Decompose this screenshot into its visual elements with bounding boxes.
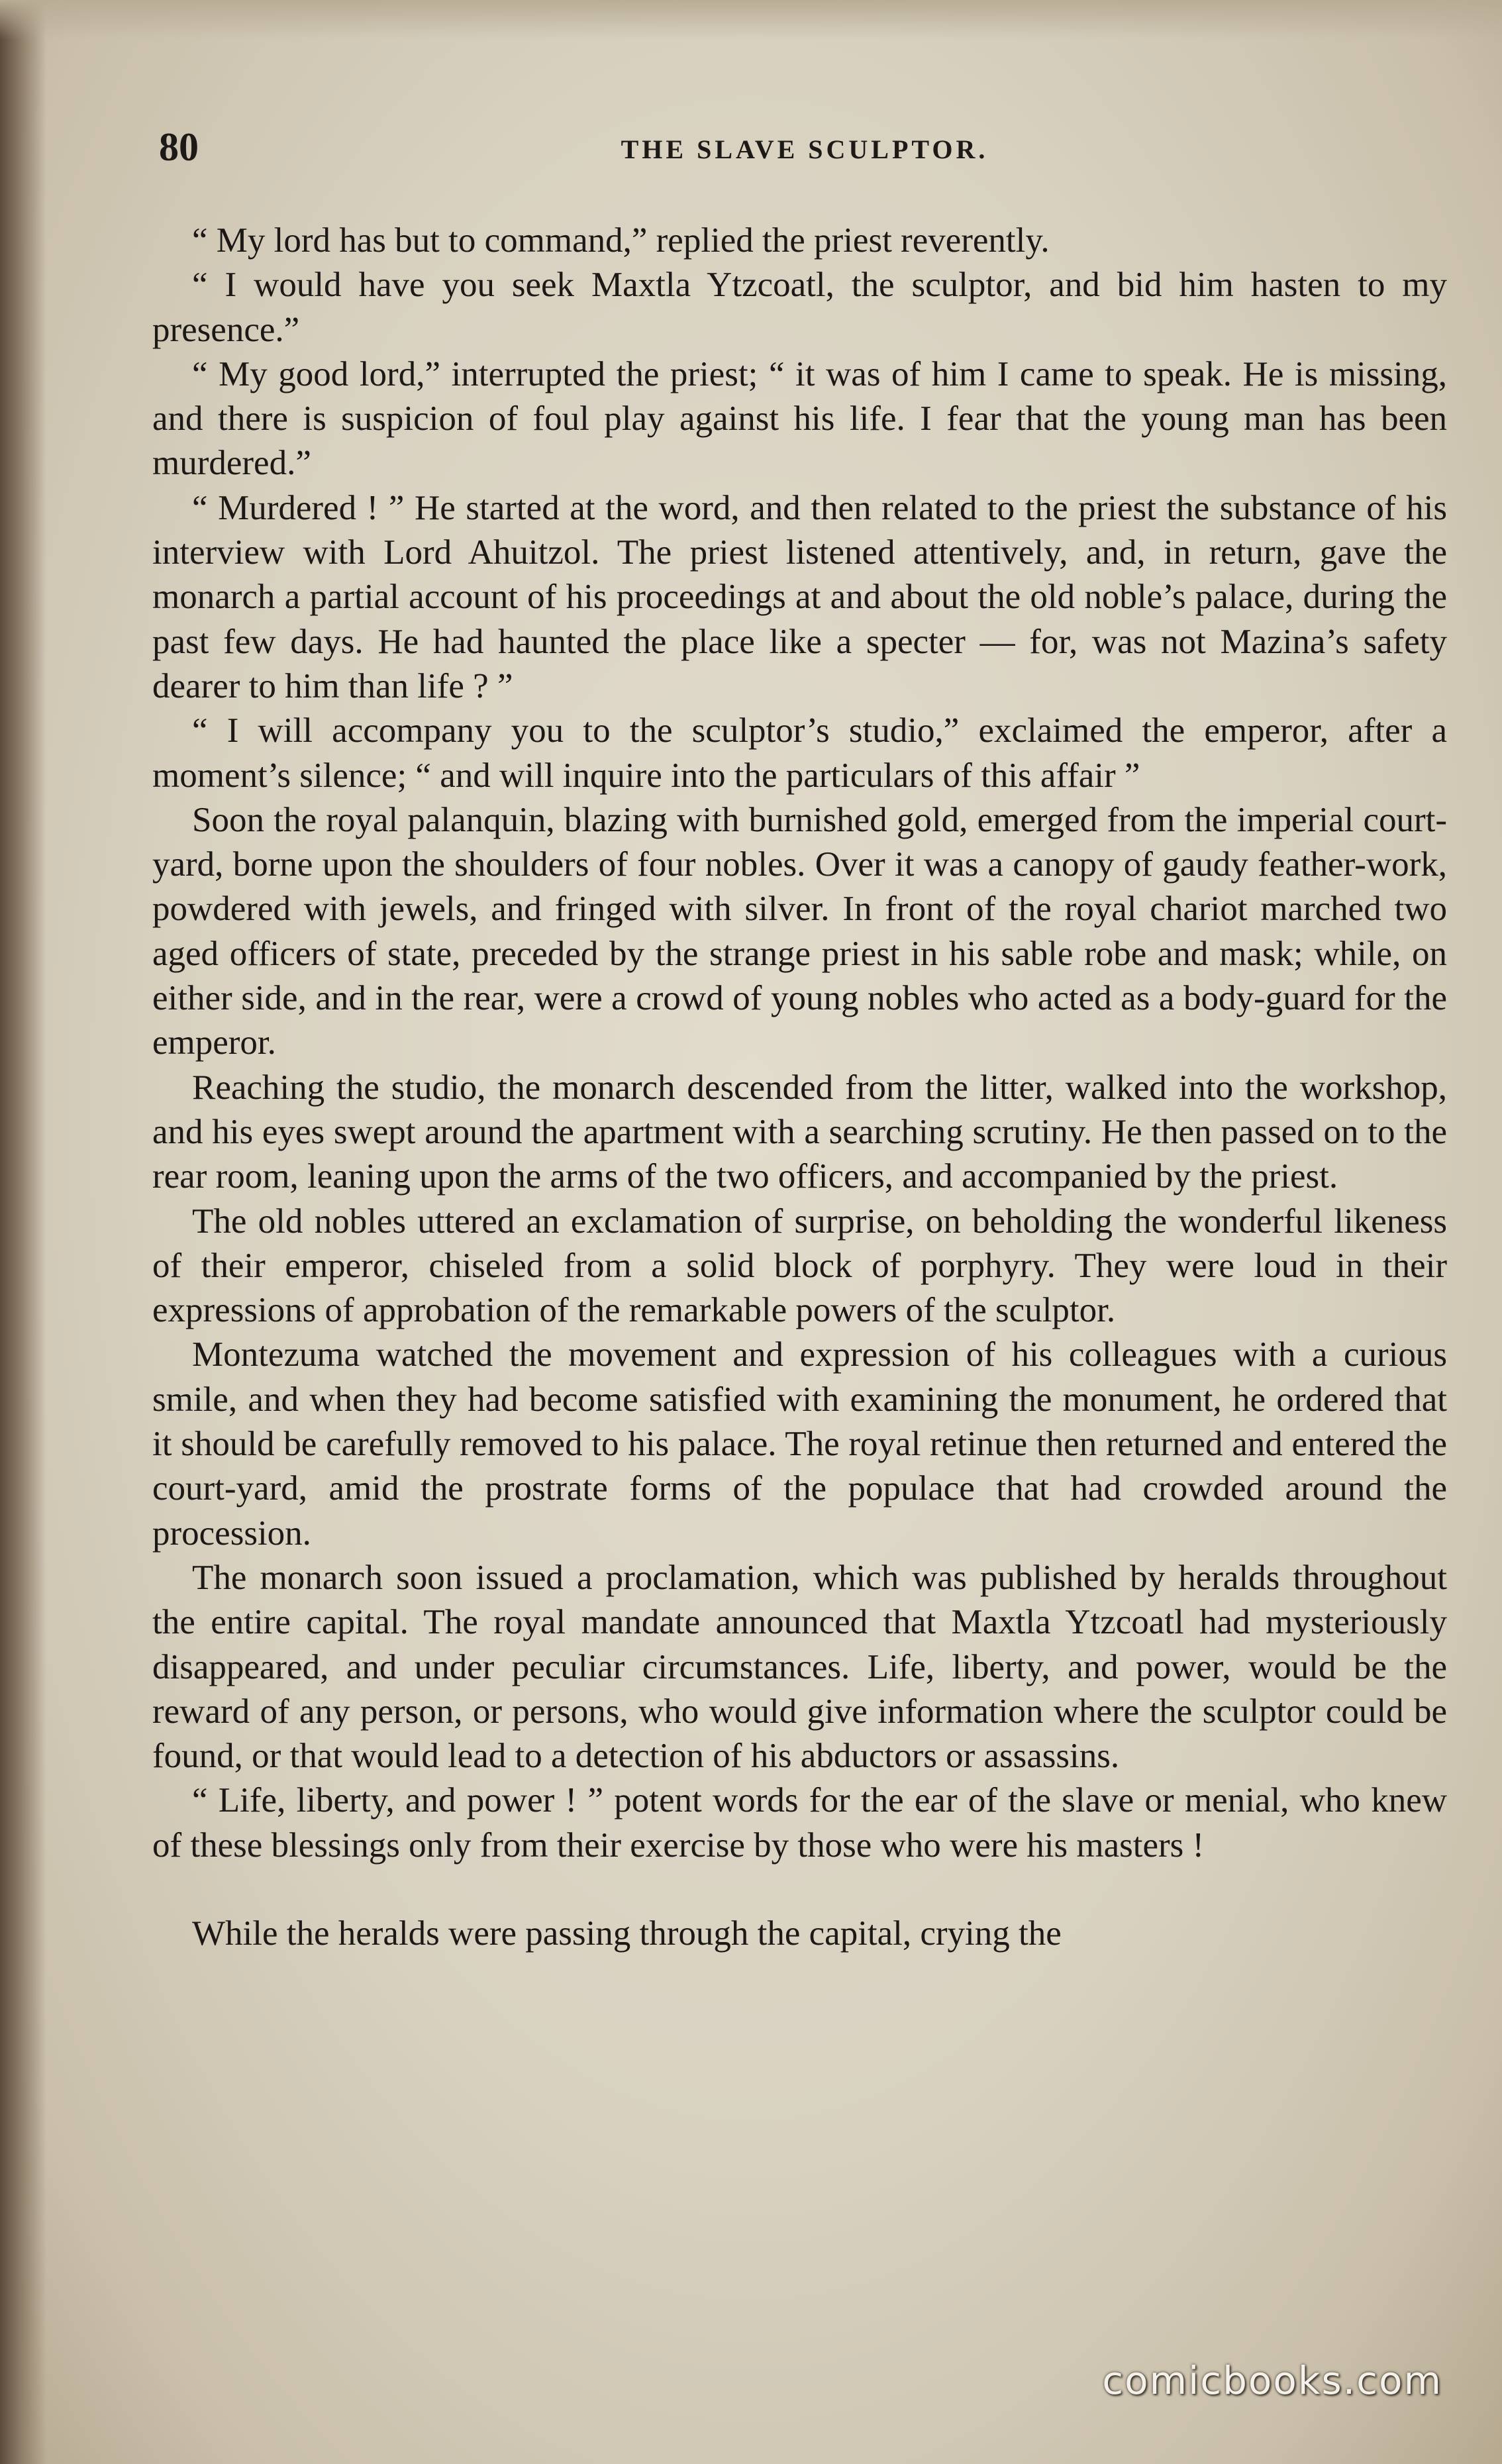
running-title: THE SLAVE SCULPTOR. — [621, 134, 989, 164]
paragraph: While the heralds were passing through the capital, crying the — [192, 1914, 1062, 1953]
page-number: 80 — [159, 125, 199, 169]
body-text — [152, 219, 1447, 1956]
paragraph: “ My good lord,” interrupted the priest; “ it was of him I came to speak. He is missing, and there is suspicion of foul play against his life. I fear that the young man has been murdered.” — [152, 354, 1447, 483]
paragraph: The old nobles uttered an exclamation of surprise, on beholding the wonderful likeness of their emperor, chiseled from a solid block of porphyry. They were loud in their expressions of approbation of the remarkable powers of the sculptor. — [152, 1202, 1447, 1330]
paragraph: Montezuma watched the movement and expression of his colleagues with a curious smile, and when they had become satisfied with examining the monument, he ordered that it should be carefully removed to his palace. The royal retinue then returned and entered the court-yard, amid the prostrate forms of the populace that had crowded around the procession. — [152, 1335, 1447, 1553]
paragraph: “ I will accompany you to the sculptor’s studio,” exclaimed the emperor, after a moment’s silence; “ and will inquire into the particulars of this affair ” — [152, 711, 1447, 795]
paragraph: “ I would have you seek Maxtla Ytzcoatl, the sculptor, and bid him hasten to my presence.” — [152, 266, 1447, 349]
paragraph: Reaching the studio, the monarch descended from the litter, walked into the workshop, and his eyes swept around the apartment with a searching scrutiny. He then passed on to the rear room, leaning upon the arms of the two officers, and accompanied by the priest. — [152, 1068, 1447, 1196]
paragraph: “ My lord has but to command,” replied the priest reverently. — [192, 221, 1050, 260]
page-binding-shadow — [0, 0, 46, 2464]
paragraph: “ Life, liberty, and power ! ” potent words for the ear of the slave or menial, who knew of these blessings only from their exercise by those who were his masters ! — [152, 1781, 1447, 1865]
page-header — [159, 125, 1450, 178]
site-watermark: comicbooks.com — [1102, 2358, 1442, 2403]
paragraph: Soon the royal palanquin, blazing with burnished gold, emerged from the imperial court-yard, borne upon the shoulders of four nobles. Over it was a canopy of gaudy feather-work, powdered with jewels, and fringed with silver. In front of the royal chariot marched two aged officers of state, preceded by the strange priest in his sable robe and mask; while, on either side, and in the rear, were a crowd of young nobles who acted as a body-guard for the emperor. — [152, 800, 1447, 1062]
paragraph: “ Murdered ! ” He started at the word, and then related to the priest the substance of his interview with Lord Ahuitzol. The priest listened attentively, and, in return, gave the monarch a partial account of his proceedings at and about the old noble’s palace, during the past few days. He had haunted the place like a specter — for, was not Mazina’s safety dearer to him than life ? ” — [152, 488, 1447, 705]
paragraph: The monarch soon issued a proclamation, which was published by heralds throughout the entire capital. The royal mandate announced that Maxtla Ytzcoatl had mysteriously disappeared, and under peculiar circumstances. Life, liberty, and power, would be the reward of any person, or persons, who would give information where the sculptor could be found, or that would lead to a detection of his abductors or assassins. — [152, 1558, 1447, 1776]
page-top-shading — [0, 0, 1502, 40]
